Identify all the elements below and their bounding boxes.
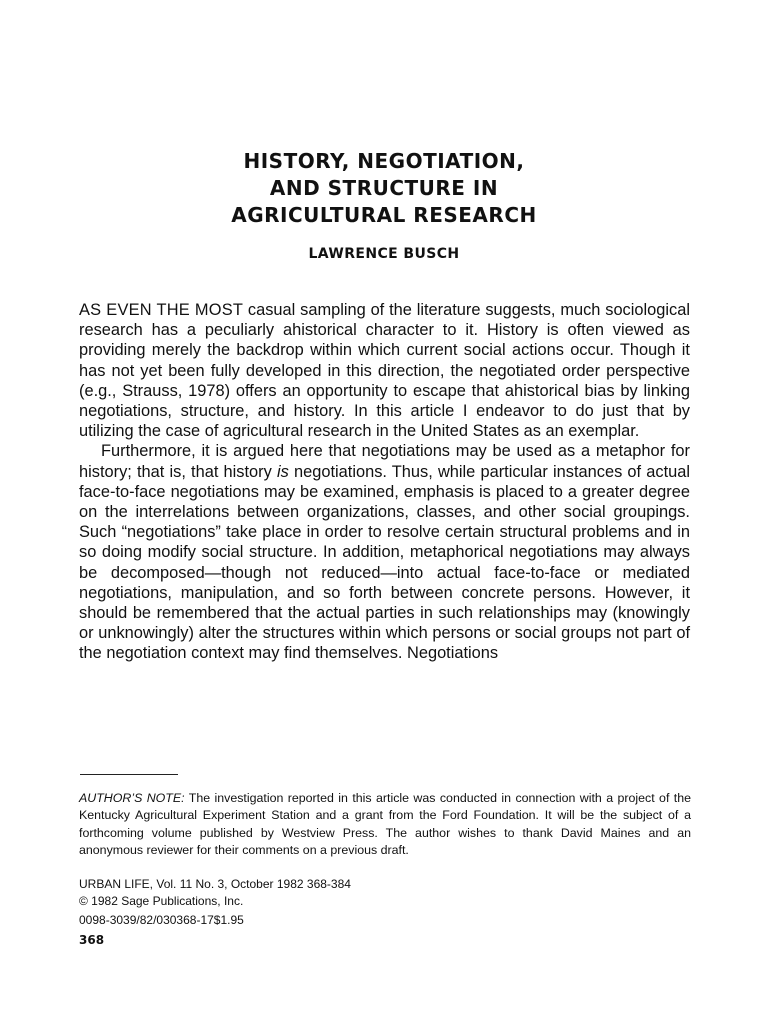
paragraph-1-lead: AS EVEN THE MOST [79,301,244,319]
paragraph-2 [79,441,690,663]
authors-note [79,790,691,860]
article-code: 0098-3039/82/030368-17$1.95 [79,913,244,927]
title-line-1: HISTORY, NEGOTIATION, [243,149,525,173]
paragraph-1-text: casual sampling of the literature suggests, much sociological research has a peculiarly ahistorical character to it. History is often viewed as providing merely the backdrop within which current social actions occur. Though it has not yet been fully developed in this direction, the negotiated order perspective (e.g., Strauss, 1978) offers an opportunity to escape that ahistorical bias by linking negotiations, structure, and history. In this article I endeavor to do just that by utilizing the case of agricultural research in the United States as an exemplar. [79,301,690,441]
paragraph-1 [79,300,690,441]
authors-note-label: AUTHOR’S NOTE: [79,791,185,805]
page-number: 368 [79,933,105,947]
article-title [0,148,768,229]
journal-citation: URBAN LIFE, Vol. 11 No. 3, October 1982 368-384 [79,877,351,891]
paragraph-2-text-a: Furthermore, it is argued here that negotiations may be used as a metaphor for history; that is, that history [79,442,690,481]
authors-note-text: The investigation reported in this article was conducted in connection with a project of the Kentucky Agricultural Experiment Station and a grant from the Ford Foundation. It will be the subject of a forthcoming volume published by Westview Press. The author wishes to thank David Maines and an anonymous reviewer for their comments on a previous draft. [79,791,691,858]
title-line-3: AGRICULTURAL RESEARCH [231,203,537,227]
paragraph-2-emphasis: is [276,462,289,481]
copyright-notice: © 1982 Sage Publications, Inc. [79,894,244,908]
footnote-divider [80,774,178,775]
title-line-2: AND STRUCTURE IN [269,176,499,200]
article-body [79,300,690,664]
publication-info [79,876,691,929]
paragraph-2-text-b: negotiations. Thus, while particular instances of actual face-to-face negotiations may be examined, emphasis is placed to a greater degree on the interrelations between organizations, classes, and other social groupings. Such “negotiations” take place in order to resolve certain structural problems and in so doing modify social structure. In addition, metaphorical negotiations may always be decomposed—though not reduced—into actual face-to-face or mediated negotiations, manipulation, and so forth between concrete persons. However, it should be remembered that the actual parties in such relationships may (knowingly or unknowingly) alter the structures within which persons or social groups not part of the negotiation context may find themselves. Negotiations [79,462,691,663]
author-name: LAWRENCE BUSCH [308,246,460,262]
